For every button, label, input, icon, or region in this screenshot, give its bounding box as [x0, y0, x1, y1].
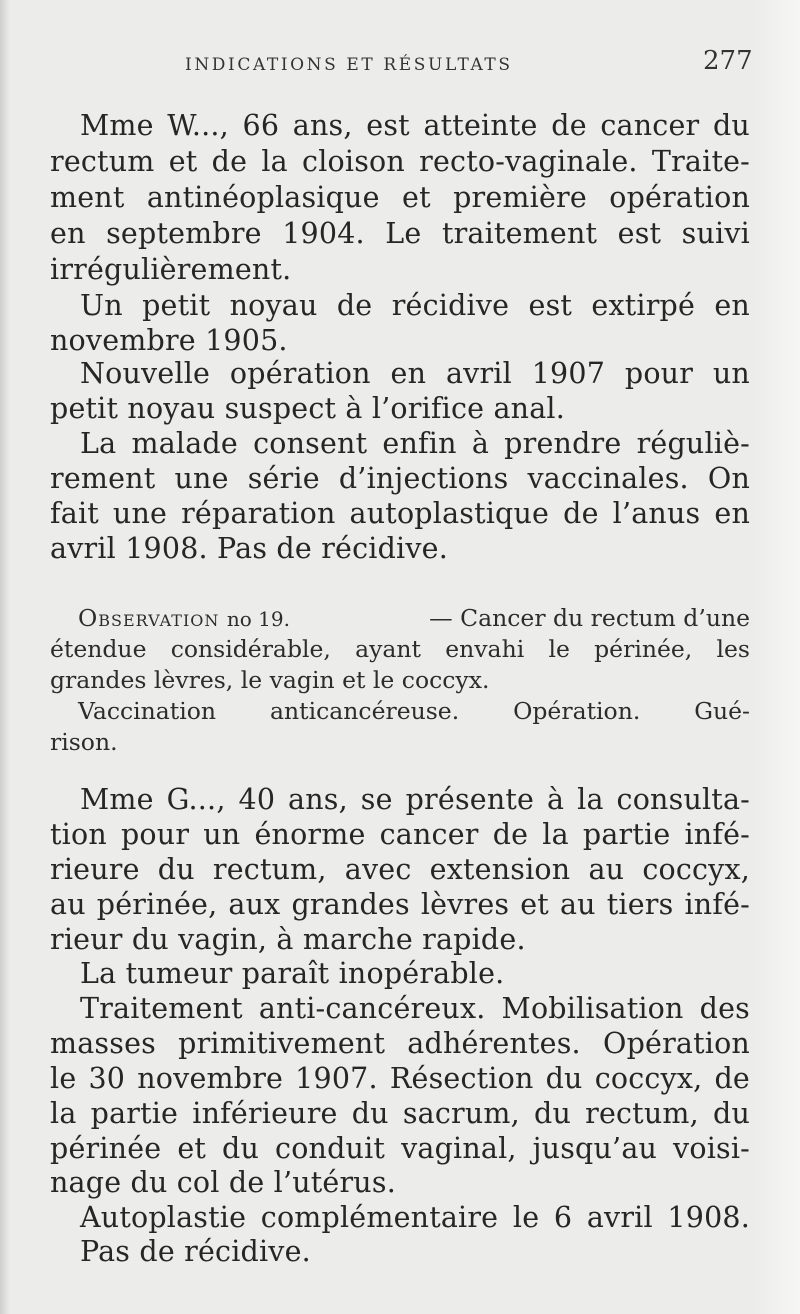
- text-line: petit noyau suspect à l’orifice anal.: [50, 392, 565, 425]
- text-line: La tumeur paraît inopérable.: [80, 957, 505, 990]
- observation-title-start: — Cancer du rectum d’une: [429, 604, 750, 632]
- observation-line: grandes lèvres, le vagin et le coccyx.: [50, 666, 490, 694]
- text-line: Pas de récidive.: [80, 1235, 311, 1268]
- text-line: Mme W..., 66 ans, est atteinte de cancer du: [80, 109, 750, 142]
- text-line: rieur du vagin, à marche rapide.: [50, 923, 526, 956]
- text-line: fait une réparation autoplastique de l’anus en: [50, 497, 750, 530]
- text-line: rement une série d’injections vaccinales. On: [50, 462, 750, 495]
- text-line: irrégulièrement.: [50, 253, 292, 286]
- text-line: Nouvelle opération en avril 1907 pour un: [80, 357, 750, 390]
- observation-label: Observation: [78, 604, 220, 632]
- text-line: La malade consent enfin à prendre réguliè-: [80, 427, 750, 460]
- text-line: nage du col de l’utérus.: [50, 1166, 396, 1199]
- text-line: le 30 novembre 1907. Résection du coccyx, de: [50, 1062, 750, 1095]
- text-line: masses primitivement adhérentes. Opération: [50, 1027, 750, 1060]
- text-line: novembre 1905.: [50, 324, 288, 357]
- observation-line: rison.: [50, 728, 118, 756]
- observation-heading: [78, 603, 750, 634]
- page-number: 277: [703, 46, 753, 76]
- page-edge-light: [752, 0, 800, 1314]
- text-line: Un petit noyau de récidive est extirpé en: [80, 289, 750, 322]
- text-line: périnée et du conduit vaginal, jusqu’au voisi-: [50, 1132, 750, 1165]
- text-line: rieure du rectum, avec extension au coccyx,: [50, 853, 750, 886]
- text-line: rectum et de la cloison recto-vaginale. Traite-: [50, 145, 750, 178]
- text-line: en septembre 1904. Le traitement est suivi: [50, 217, 750, 250]
- running-head: INDICATIONS ET RÉSULTATS: [185, 55, 513, 75]
- page-edge-shadow: [0, 0, 10, 1314]
- observation-line: étendue considérable, ayant envahi le périnée, les: [50, 635, 750, 663]
- text-line: Mme G..., 40 ans, se présente à la consulta-: [80, 783, 750, 816]
- observation-line: Vaccination anticancéreuse. Opération. Gué-: [78, 697, 750, 725]
- text-line: au périnée, aux grandes lèvres et au tiers infé-: [50, 888, 750, 921]
- text-line: avril 1908. Pas de récidive.: [50, 532, 448, 565]
- observation-number: no 19.: [226, 607, 290, 631]
- text-line: ment antinéoplasique et première opération: [50, 181, 750, 214]
- text-line: la partie inférieure du sacrum, du rectum, du: [50, 1097, 750, 1130]
- text-line: Traitement anti-cancéreux. Mobilisation des: [80, 992, 750, 1025]
- text-line: Autoplastie complémentaire le 6 avril 1908.: [80, 1201, 750, 1234]
- text-line: tion pour un énorme cancer de la partie infé-: [50, 818, 750, 851]
